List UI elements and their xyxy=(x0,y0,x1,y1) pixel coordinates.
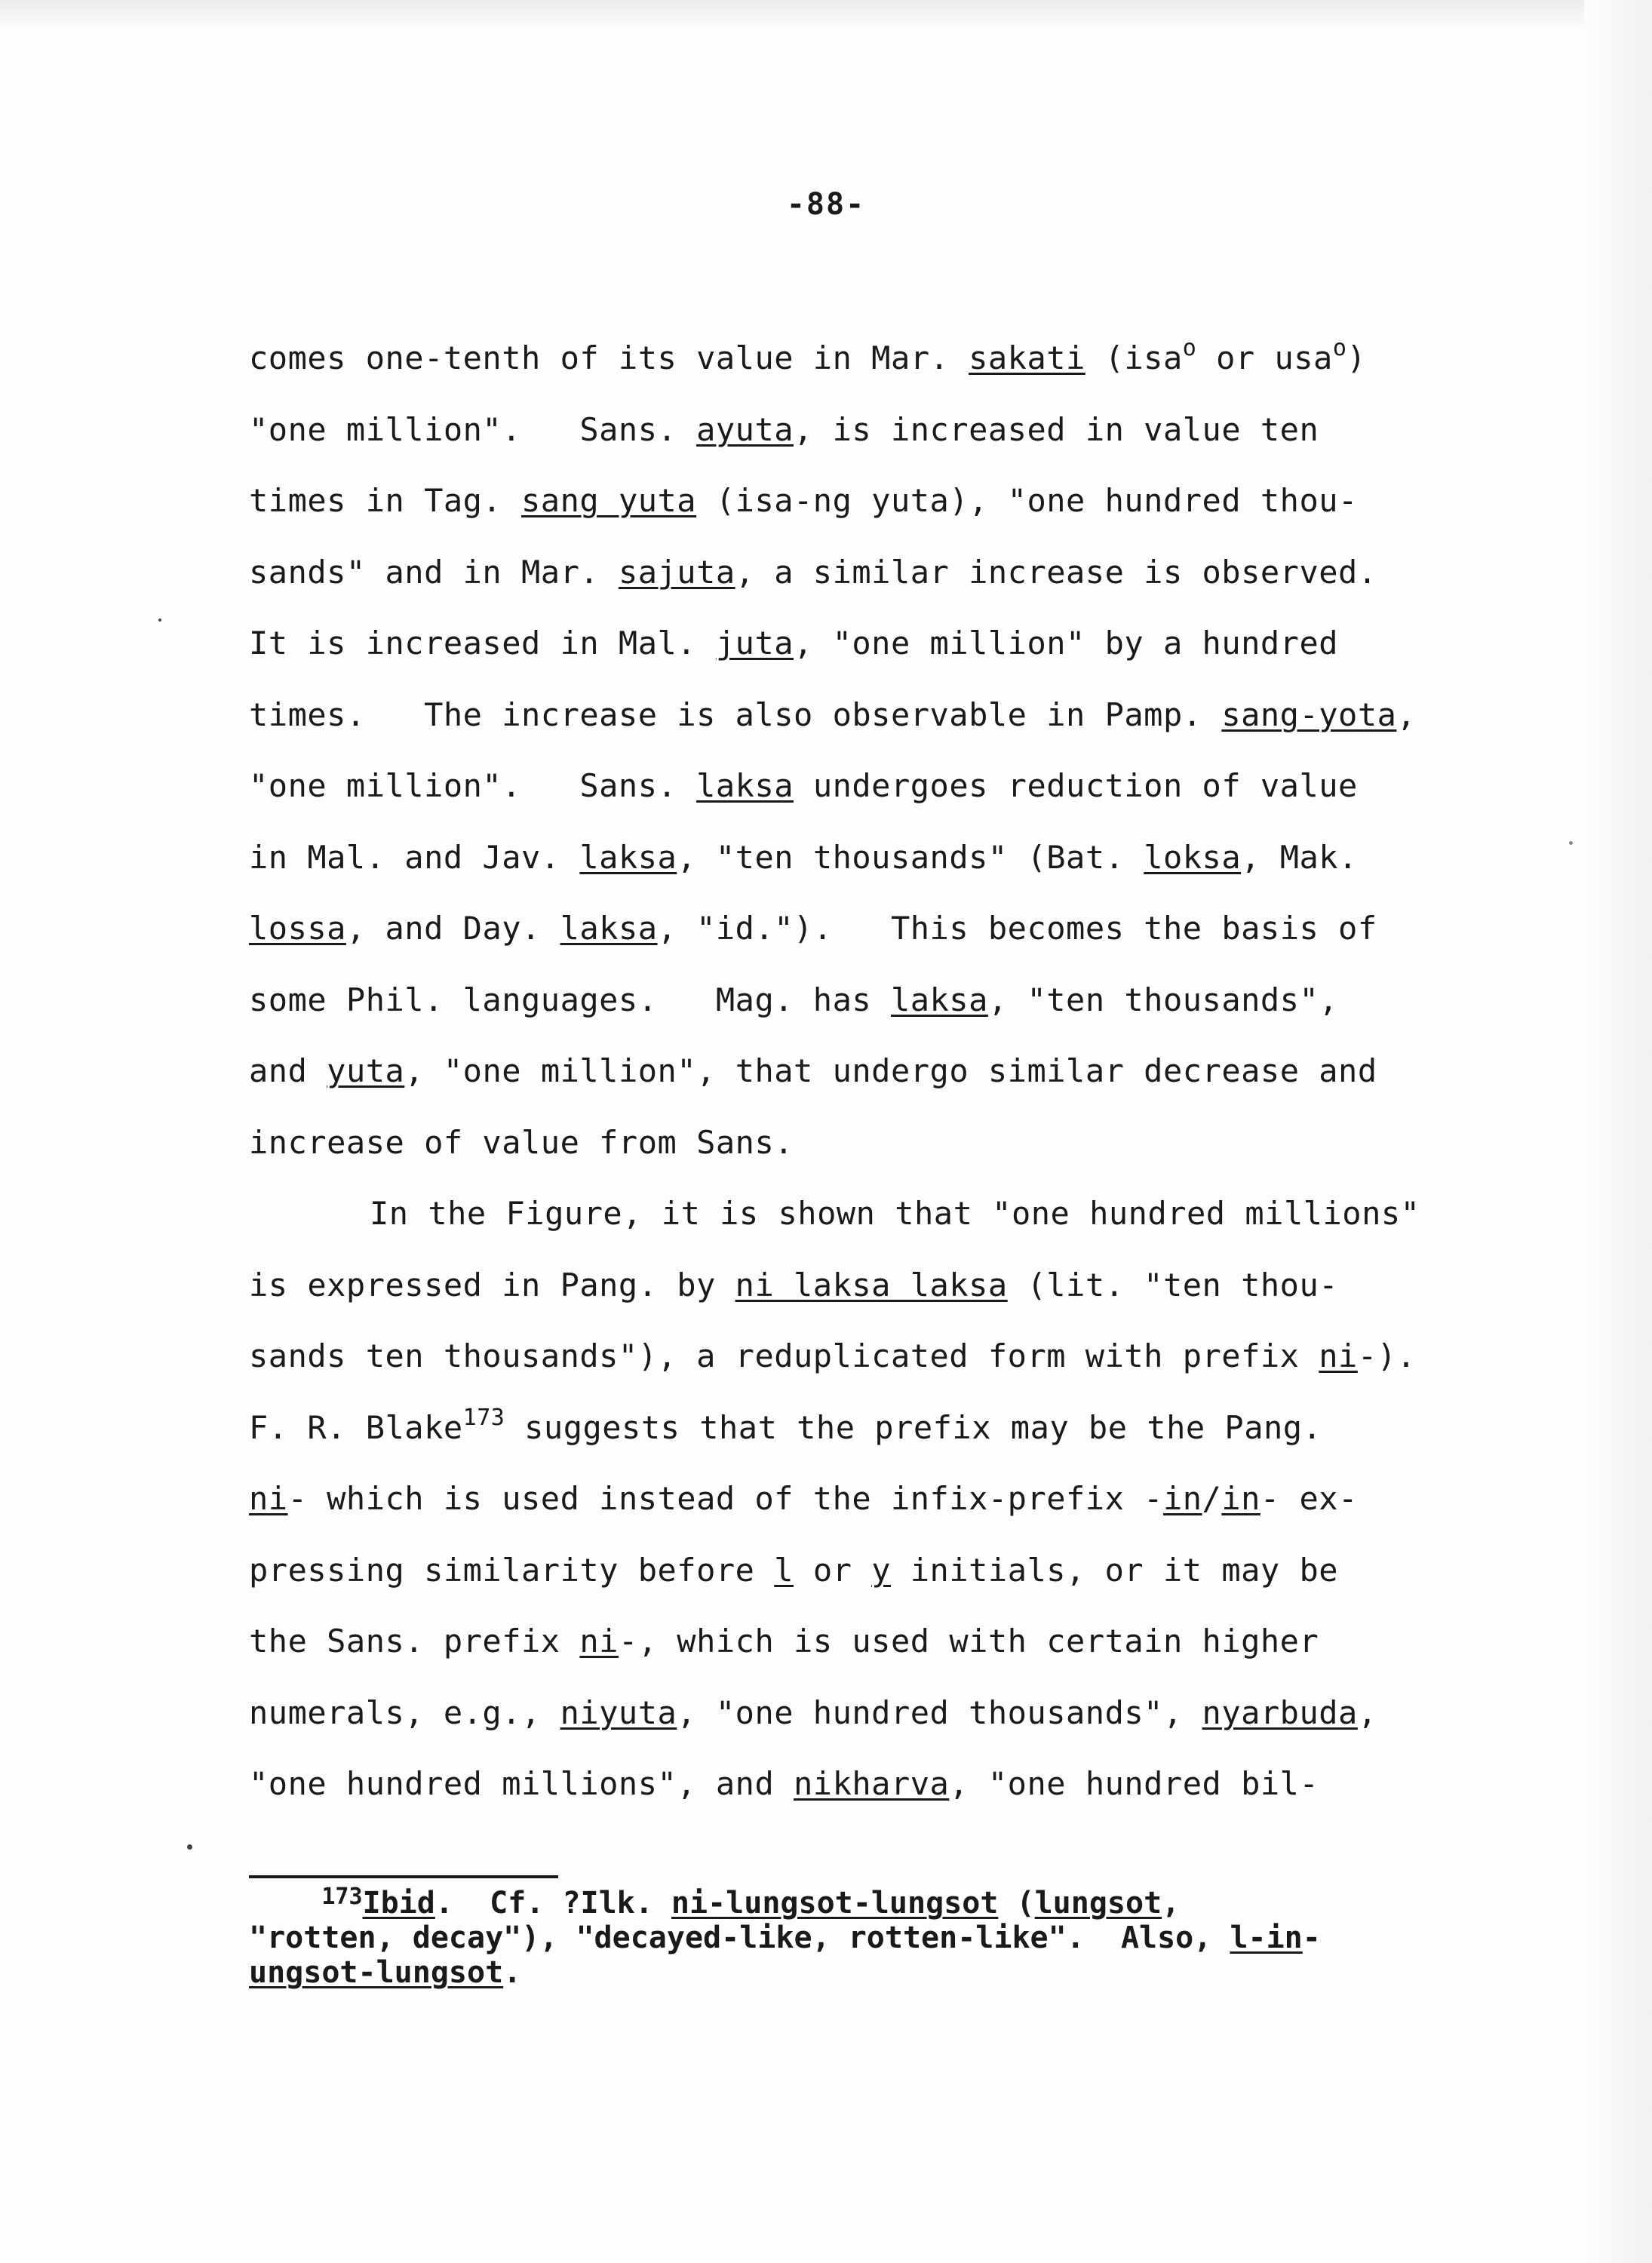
body-line xyxy=(249,1392,1486,1464)
text-run: or usa xyxy=(1196,339,1333,376)
body-line xyxy=(249,893,1486,965)
text-run: sands" and in Mar. xyxy=(249,553,619,591)
text-run: (lit. "ten thou- xyxy=(1007,1266,1339,1303)
text-run: . xyxy=(503,1955,522,1990)
text-run: , is increased in value ten xyxy=(794,410,1319,448)
footnote-block xyxy=(249,1886,1486,1990)
text-run: , "one million" by a hundred xyxy=(794,625,1339,662)
text-run: comes one-tenth of its value in Mar. xyxy=(249,339,969,376)
body-line xyxy=(249,1463,1486,1535)
text-run: (isa-ng yuta), "one hundred thou- xyxy=(696,482,1358,519)
underlined-term: in xyxy=(1221,1480,1260,1517)
body-line xyxy=(249,465,1486,537)
body-line xyxy=(249,1535,1486,1607)
body-line xyxy=(249,965,1486,1036)
underlined-term: loksa xyxy=(1144,838,1242,876)
underlined-term: l xyxy=(774,1551,794,1589)
text-run: , "ten thousands", xyxy=(987,981,1339,1018)
underlined-term: Ibid xyxy=(362,1886,435,1921)
superscript: 173 xyxy=(321,1884,363,1910)
body-line xyxy=(249,1250,1486,1322)
underlined-term: sajuta xyxy=(618,553,735,591)
body-line xyxy=(249,1107,1486,1179)
body-line xyxy=(249,822,1486,894)
underlined-term: ungsot-lungsot xyxy=(249,1955,504,1990)
text-run: "one million". Sans. xyxy=(249,410,697,448)
text-run: sands ten thousands"), a reduplicated form with prefix xyxy=(249,1337,1319,1374)
superscript: o xyxy=(1332,335,1347,361)
underlined-term: ni xyxy=(579,1623,619,1660)
underlined-term: ni-lungsot-lungsot xyxy=(671,1886,999,1921)
underlined-term: laksa xyxy=(579,838,677,876)
text-run: initials, or it may be xyxy=(890,1551,1339,1589)
text-run xyxy=(249,1886,321,1921)
text-run: F. R. Blake xyxy=(249,1408,463,1446)
text-run: In the Figure, it is shown that "one hundred millions" xyxy=(370,1195,1420,1232)
body-line xyxy=(249,1321,1486,1392)
text-run: or xyxy=(794,1551,872,1589)
body-line xyxy=(249,608,1486,680)
text-run: (isa xyxy=(1085,339,1183,376)
text-run: the Sans. prefix xyxy=(249,1623,580,1660)
text-run: , "one hundred thousands", xyxy=(677,1693,1202,1731)
underlined-term: laksa xyxy=(890,981,988,1018)
underlined-term: laksa xyxy=(560,910,658,947)
superscript: o xyxy=(1182,335,1197,361)
body-line xyxy=(249,395,1486,466)
scan-shadow-right xyxy=(1584,0,1652,2263)
underlined-term: ayuta xyxy=(696,410,794,448)
body-text xyxy=(249,323,1486,1820)
text-run: , xyxy=(1396,695,1417,733)
text-run: It is increased in Mal. xyxy=(249,625,716,662)
underlined-term: sang-yota xyxy=(1221,695,1397,733)
underlined-term: ni laksa laksa xyxy=(735,1266,1008,1303)
scan-speck xyxy=(1569,841,1573,845)
text-run: times. The increase is also observable in Pamp. xyxy=(249,695,1222,733)
footnote-line xyxy=(249,1921,1486,1955)
underlined-term: laksa xyxy=(696,767,794,804)
text-run: times in Tag. xyxy=(249,482,522,519)
text-run: , "one million", that undergo similar decrease and xyxy=(404,1052,1377,1089)
text-run: "rotten, decay"), "decayed-like, rotten-like". Also, xyxy=(249,1921,1230,1955)
text-run: , "id."). This becomes the basis of xyxy=(657,910,1377,947)
text-run: some Phil. languages. Mag. has xyxy=(249,981,891,1018)
footnote-line xyxy=(249,1955,1486,1990)
text-run: . Cf. ?Ilk. xyxy=(434,1886,671,1921)
underlined-term: y xyxy=(871,1551,891,1589)
body-line xyxy=(249,1678,1486,1749)
body-line xyxy=(249,751,1486,822)
underlined-term: lossa xyxy=(249,910,346,947)
text-run: , a similar increase is observed. xyxy=(735,553,1377,591)
text-run: ( xyxy=(998,1886,1035,1921)
underlined-term: juta xyxy=(715,625,794,662)
underlined-term: lungsot xyxy=(1034,1886,1162,1921)
underlined-term: sang yuta xyxy=(521,482,697,519)
text-run: , "one hundred bil- xyxy=(949,1765,1319,1802)
scan-speck xyxy=(158,619,161,622)
scan-speck xyxy=(187,1844,192,1850)
text-run: - which is used instead of the infix-prefix - xyxy=(287,1480,1163,1517)
text-run: undergoes reduction of value xyxy=(794,767,1358,804)
body-line xyxy=(249,1036,1486,1107)
underlined-term: nyarbuda xyxy=(1202,1693,1358,1731)
text-run: and xyxy=(249,1052,327,1089)
footnote-divider xyxy=(249,1875,558,1878)
text-run: ) xyxy=(1346,339,1367,376)
text-run: -). xyxy=(1357,1337,1417,1374)
body-line xyxy=(249,680,1486,751)
text-run: , and Day. xyxy=(345,910,560,947)
text-run: , xyxy=(1162,1886,1181,1921)
underlined-term: niyuta xyxy=(560,1693,677,1731)
text-run: is expressed in Pang. by xyxy=(249,1266,735,1303)
body-line xyxy=(249,1178,1486,1250)
body-line xyxy=(249,323,1486,395)
text-run: -, which is used with certain higher xyxy=(618,1623,1319,1660)
underlined-term: nikharva xyxy=(794,1765,950,1802)
underlined-term: sakati xyxy=(969,339,1085,376)
text-run: / xyxy=(1202,1480,1222,1517)
text-run: suggests that the prefix may be the Pang. xyxy=(505,1408,1322,1446)
text-run: , Mak. xyxy=(1241,838,1358,876)
underlined-term: yuta xyxy=(327,1052,405,1089)
underlined-term: in xyxy=(1162,1480,1202,1517)
text-run: increase of value from Sans. xyxy=(249,1123,794,1161)
text-run: numerals, e.g., xyxy=(249,1693,560,1731)
text-run: - xyxy=(1302,1921,1321,1955)
footnote-line xyxy=(249,1886,1486,1921)
text-run: , xyxy=(1357,1693,1377,1731)
text-run: pressing similarity before xyxy=(249,1551,775,1589)
underlined-term: l-in xyxy=(1230,1921,1303,1955)
text-run: , "ten thousands" (Bat. xyxy=(677,838,1144,876)
body-line xyxy=(249,537,1486,609)
superscript: 173 xyxy=(462,1404,505,1431)
text-run: - ex- xyxy=(1260,1480,1358,1517)
scan-shadow-top xyxy=(0,0,1652,30)
body-line xyxy=(249,1606,1486,1678)
body-line xyxy=(249,1749,1486,1820)
underlined-term: ni xyxy=(1319,1337,1358,1374)
text-run: "one hundred millions", and xyxy=(249,1765,794,1802)
page-number: -88- xyxy=(786,187,866,222)
underlined-term: ni xyxy=(249,1480,288,1517)
text-run: "one million". Sans. xyxy=(249,767,697,804)
text-run: in Mal. and Jav. xyxy=(249,838,580,876)
